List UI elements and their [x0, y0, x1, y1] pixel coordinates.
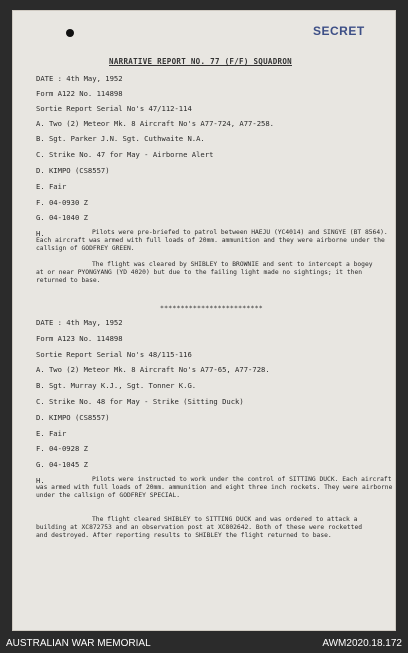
- report2-item-c: C. Strike No. 48 for May - Strike (Sitting Duck): [36, 397, 244, 406]
- footer-institution: AUSTRALIAN WAR MEMORIAL: [6, 638, 151, 649]
- report1-item-c: C. Strike No. 47 for May - Airborne Alert: [36, 150, 214, 159]
- report1-narrative: Pilots were pre-briefed to patrol between HAEJU (YC4014) and SINGYE (BT 8564). Each aircraft was armed with full loads of 20mm. ammunition and they were airborne under the callsign of GODFREY GREEN.: [36, 229, 388, 253]
- report-title: NARRATIVE REPORT NO. 77 (F/F) SQUADRON: [109, 57, 292, 66]
- report2-serial: Sortie Report Serial No's 48/115-116: [36, 350, 192, 359]
- report1-item-a: A. Two (2) Meteor Mk. 8 Aircraft No's A77-724, A77-258.: [36, 119, 274, 128]
- report2-item-h-label: H.: [36, 476, 45, 485]
- report2-item-b: B. Sgt. Murray K.J., Sgt. Tonner K.G.: [36, 381, 197, 390]
- report2-item-d: D. KIMPO (CS8557): [36, 413, 110, 422]
- report1-form: Form A122 No. 114898: [36, 89, 123, 98]
- report1-narrative-2: The flight was cleared by SHIBLEY to BROWNIE and sent to intercept a bogey at or near PYONGYANG (YD 4020) but due to the failing light made no sightings; it then returned to base.: [36, 261, 373, 285]
- report1-item-b: B. Sgt. Parker J.N. Sgt. Cuthwaite N.A.: [36, 134, 205, 143]
- report2-narrative-2: The flight cleared SHIBLEY to SITTING DUCK and was ordered to attack a building at XC872753 and an observation post at XC802642. Both of these were rocketted and destroyed. After reporting results to SHIBLEY the flight returned to base.: [36, 516, 363, 540]
- report1-item-d: D. KIMPO (CS8557): [36, 166, 110, 175]
- punch-hole: [66, 29, 74, 37]
- report2-item-g: G. 04-1045 Z: [36, 460, 88, 469]
- report1-item-e: E. Fair: [36, 182, 67, 191]
- report2-form: Form A123 No. 114898: [36, 334, 123, 343]
- report2-narrative: Pilots were instructed to work under the control of SITTING DUCK. Each aircraft was armed with full loads of 20mm. ammunition and eight three inch rockets. They were airborne under the callsign of GODFREY SPECIAL.: [36, 476, 393, 500]
- report1-date: DATE : 4th May, 1952: [36, 74, 123, 83]
- report1-serial: Sortie Report Serial No's 47/112-114: [36, 104, 192, 113]
- report1-item-f: F. 04-0930 Z: [36, 198, 88, 207]
- classification-stamp: SECRET: [313, 24, 365, 38]
- report2-item-a: A. Two (2) Meteor Mk. 8 Aircraft No's A77-65, A77-728.: [36, 365, 270, 374]
- report1-item-g: G. 04-1040 Z: [36, 213, 88, 222]
- report2-item-f: F. 04-0928 Z: [36, 444, 88, 453]
- footer-accession-number: AWM2020.18.172: [322, 638, 402, 649]
- report1-item-h-label: H.: [36, 229, 45, 238]
- report2-date: DATE : 4th May, 1952: [36, 318, 123, 327]
- section-separator: *************************: [160, 304, 263, 312]
- report2-item-e: E. Fair: [36, 429, 67, 438]
- document-page: [12, 10, 396, 631]
- footer-bar: [0, 634, 408, 653]
